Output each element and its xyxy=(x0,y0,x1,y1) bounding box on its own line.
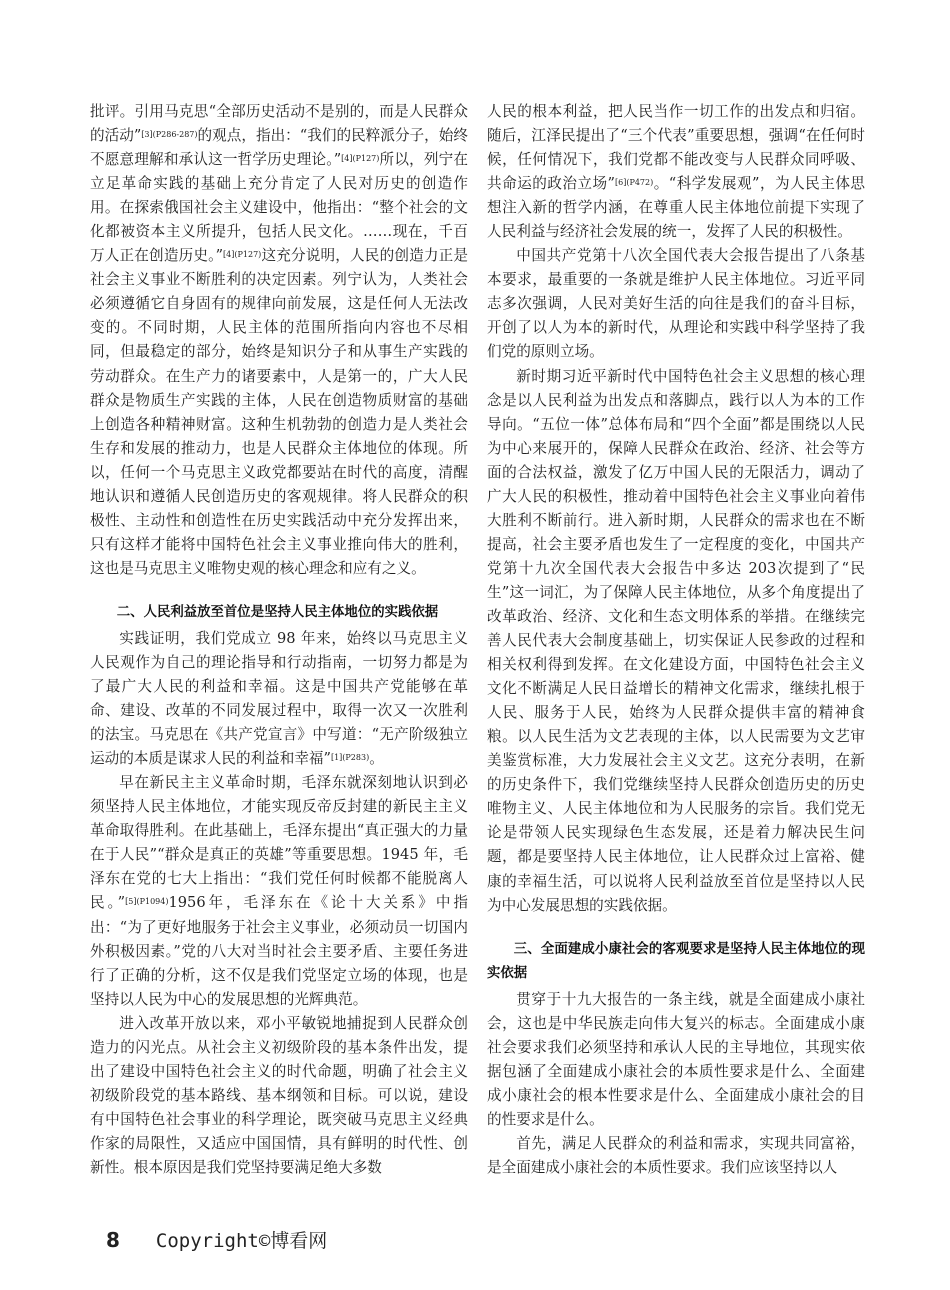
paragraph-text: 早在新民主主义革命时期，毛泽东就深刻地认识到必须坚持人民主体地位，才能实现反帝反封建的新民主主义革命取得胜利。在此基础上，毛泽东提出“真正强大的力量在于人民”“群众是真正的英雄”等重要思想。1945 年，毛泽东在党的七大上指出：“我们党任何时候都不能脱离人民。” xyxy=(90,774,468,912)
left-column xyxy=(90,100,468,1180)
body-paragraph: 新时期习近平新时代中国特色社会主义思想的核心理念是以人民利益为出发点和落脚点，践行以人为本的工作导向。“五位一体”总体布局和“四个全面”都是围绕以人民为中心来展开的，保障人民群众在政治、经济、社会等方面的合法权益，激发了亿万中国人民的无限活力，调动了广大人民的积极性，推动着中国特色社会主义事业向着伟大胜利不断前行。进入新时期，人民群众的需求也在不断提高，社会主要矛盾也发生了一定程度的变化，中国共产党第十九次全国代表大会报告中多达 203次提到了“民生”这一词汇，为了保障人民主体地位，从多个角度提出了改革政治、经济、文化和生态文明体系的举措。在继续完善人民代表大会制度基础上，切实保证人民参政的过程和相关权利得到发挥。在文化建设方面，中国特色社会主义文化不断满足人民日益增长的精神文化需求，继续扎根于人民、服务于人民，始终为人民群众提供丰富的精神食粮。以人民生活为文艺表现的主体，以人民需要为文艺审美鉴赏标准，大力发展社会主义文艺。这充分表明，在新的历史条件下，我们党继续坚持人民群众创造历史的历史唯物主义、人民主体地位和为人民服务的宗旨。我们党无论是带领人民实现绿色生态发展，还是着力解决民生问题，都是要坚持人民主体地位，让人民群众过上富裕、健康的幸福生活，可以说将人民利益放至首位是坚持以人民为中心发展思想的实践依据。 xyxy=(487,367,865,914)
body-paragraph: 中国共产党第十八次全国代表大会报告提出了八条基本要求，最重要的一条就是维护人民主体地位。习近平同志多次强调，人民对美好生活的向往是我们的奋斗目标，开创了以人为本的新时代，从理论和实践中科学坚持了我们党的原则立场。 xyxy=(487,247,865,361)
citation-ref: [4](P127) xyxy=(223,250,262,260)
citation-ref: [5](P1094) xyxy=(125,897,169,907)
body-paragraph xyxy=(90,771,468,1011)
citation-ref: [1](P283) xyxy=(330,753,370,763)
page-footer xyxy=(106,1226,327,1253)
paragraph-text: 1956年，毛泽东在《论十大关系》中指出：“为了更好地服务于社会主义事业，必须动员一切国内外积极因素。”党的八大对当时社会主要矛盾、主要任务进行了正确的分析，这不仅是我们党坚定立场的体现，也是坚持以人民为中心的发展思想的光辉典范。 xyxy=(90,894,468,1008)
body-paragraph: 首先，满足人民群众的利益和需求，实现共同富裕，是全面建成小康社会的本质性要求。我们应该坚持以人 xyxy=(487,1134,865,1176)
citation-ref: [6](P472) xyxy=(615,178,654,188)
section-heading-2: 二、人民利益放至首位是坚持人民主体地位的实践依据 xyxy=(116,604,439,620)
citation-ref: [3](P286-287) xyxy=(141,130,198,140)
body-paragraph xyxy=(487,100,865,244)
paragraph-text: 批评。引用马克思“全部历史活动不是别的，而是人民群众的活动” xyxy=(90,103,468,145)
paragraph-text: 人民的根本利益，把人民当作一切工作的出发点和归宿。随后，江泽民提出了“三个代表”重要思想，强调“在任何时候，任何情况下，我们党都不能改变与人民群众同呼吸、共命运的政治立场” xyxy=(487,103,865,193)
paragraph-text: 的观点，指出：“我们的民粹派分子，始终不愿意理解和承认这一哲学历史理论。” xyxy=(90,127,468,169)
body-paragraph xyxy=(90,627,468,771)
section-heading-3: 三、全面建成小康社会的客观要求是坚持人民主体地位的现实依据 xyxy=(487,941,865,981)
paragraph-text: 这充分说明，人民的创造力正是社会主义事业不断胜利的决定因素。列宁认为，人类社会必须遵循它自身固有的规律向前发展，这是任何人无法改变的。不同时期，人民主体的范围所指向内容也不尽相同，但最稳定的部分，始终是知识分子和从事生产实践的劳动群众。在生产力的诸要素中，人是第一的，广大人民群众是物质生产实践的主体，人民在创造物质财富的基础上创造各种精神财富。这种生机勃勃的创造力是人类社会生存和发展的推动力，也是人民群众主体地位的体现。所以，任何一个马克思主义政党都要站在时代的高度，清醒地认识和遵循人民创造历史的客观规律。将人民群众的积极性、主动性和创造性在历史实践活动中充分发挥出来，只有这样才能将中国特色社会主义事业推向伟大的胜利，这也是马克思主义唯物史观的核心理念和应有之义。 xyxy=(90,247,468,577)
paragraph-text: 。 xyxy=(369,750,384,768)
body-paragraph: 贯穿于十九大报告的一条主线，就是全面建成小康社会，这也是中华民族走向伟大复兴的标志。全面建成小康社会要求我们必须坚持和承认人民的主导地位，其现实依据包涵了全面建成小康社会的本质性要求是什么、全面建成小康社会的根本性要求是什么、全面建成小康社会的目的性要求是什么。 xyxy=(487,990,865,1128)
paragraph-text: 。“科学发展观”，为人民主体思想注入新的哲学内涵，在尊重人民主体地位前提下实现了人民利益与经济社会发展的统一，发挥了人民的积极性。 xyxy=(487,175,865,241)
citation-ref: [4](P127) xyxy=(341,154,380,164)
body-paragraph: 进入改革开放以来，邓小平敏锐地捕捉到人民群众创造力的闪光点。从社会主义初级阶段的基本条件出发，提出了建设中国特色社会主义的时代命题，明确了社会主义初级阶段党的基本路线、基本纲领和目标。可以说，建设有中国特色社会事业的科学理论，既突破马克思主义经典作家的局限性，又适应中国国情，具有鲜明的时代性、创新性。根本原因是我们党坚持要满足绝大多数 xyxy=(90,1014,468,1176)
paragraph-text: 所以，列宁在立足革命实践的基础上充分肯定了人民对历史的创造作用。在探索俄国社会主义建设中，他指出：“整个社会的文化都被资本主义所提升，包括人民文化。……现在，千百万人正在创造历史。” xyxy=(90,151,468,265)
copyright-notice: Copyright©博看网 xyxy=(155,1230,328,1252)
right-column xyxy=(487,100,865,1180)
paragraph-text: 实践证明，我们党成立 98 年来，始终以马克思主义人民观作为自己的理论指导和行动指南，一切努力都是为了最广大人民的利益和幸福。这是中国共产党能够在革命、建设、改革的不同发展过程中，取得一次又一次胜利的法宝。马克思在《共产党宣言》中写道：“无产阶级独立运动的本质是谋求人民的利益和幸福” xyxy=(90,629,468,768)
body-paragraph xyxy=(90,100,468,581)
page-number: 8 xyxy=(106,1228,120,1252)
